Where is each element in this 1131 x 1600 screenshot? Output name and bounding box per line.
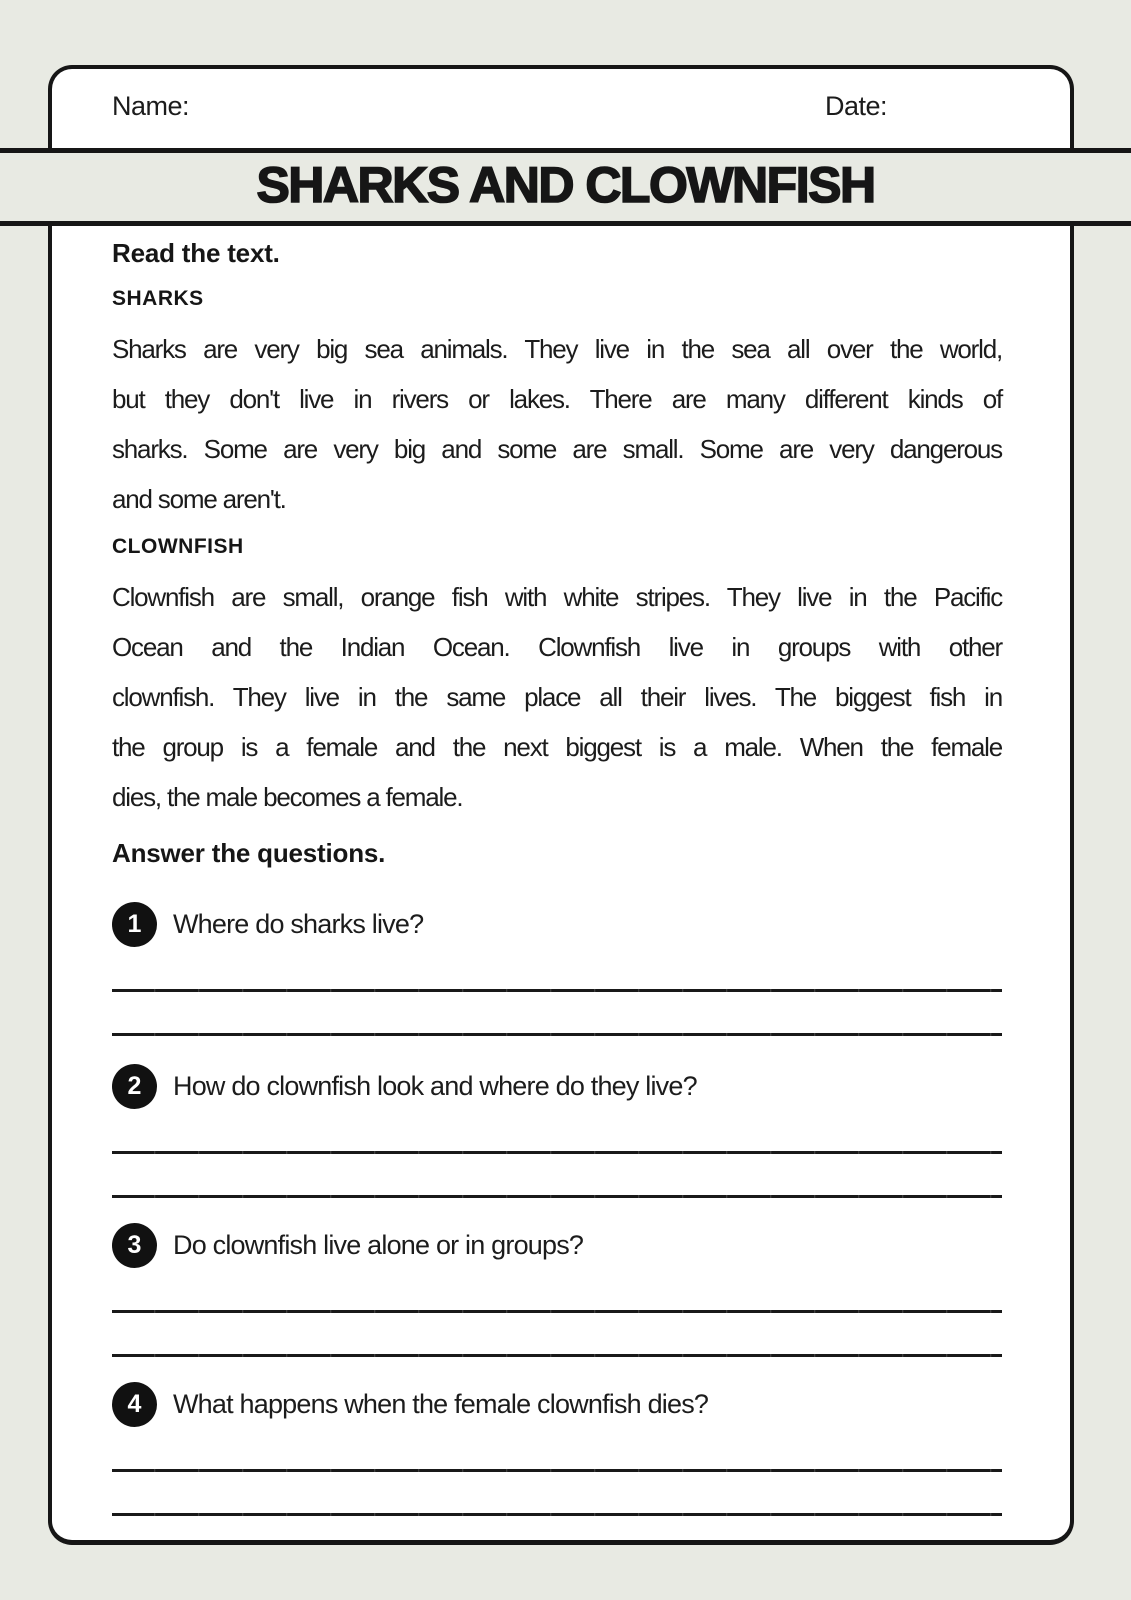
page-title: SHARKS AND CLOWNFISH	[256, 157, 875, 213]
answer-line[interactable]	[112, 1513, 1002, 1516]
title-band	[0, 148, 1131, 226]
passage-line: Clownfish are small, orange fish with white stripes. They live in the Pacific	[112, 582, 1002, 612]
question-row	[112, 902, 1002, 947]
passage-line: Sharks are very big sea animals. They live in the sea all over the world,	[112, 334, 1002, 364]
answer-line[interactable]	[112, 1354, 1002, 1357]
passages	[112, 286, 1002, 822]
answer-line[interactable]	[112, 989, 1002, 992]
passage-line: clownfish. They live in the same place all their lives. The biggest fish in	[112, 682, 1002, 712]
answer-line[interactable]	[112, 1310, 1002, 1313]
question	[112, 1382, 1002, 1532]
answer-instruction: Answer the questions.	[112, 838, 386, 868]
question	[112, 1223, 1002, 1373]
question-row	[112, 1382, 1002, 1427]
read-instruction: Read the text.	[112, 238, 280, 268]
name-date-box	[48, 65, 1074, 153]
passage-line: the group is a female and the next biggest is a male. When the female	[112, 732, 1002, 762]
passage-text	[112, 324, 1002, 524]
question	[112, 1064, 1002, 1214]
name-label: Name:	[112, 91, 190, 121]
question	[112, 902, 1002, 1052]
answer-line[interactable]	[112, 1151, 1002, 1154]
question-number-badge: 1	[112, 902, 157, 947]
question-number-badge: 3	[112, 1223, 157, 1268]
worksheet-body	[48, 226, 1074, 1545]
questions	[112, 902, 1002, 1532]
passage-line: sharks. Some are very big and some are small. Some are very dangerous	[112, 434, 1002, 464]
answer-line[interactable]	[112, 1195, 1002, 1198]
question-number-badge: 4	[112, 1382, 157, 1427]
answer-line[interactable]	[112, 1469, 1002, 1472]
question-text: How do clownfish look and where do they live?	[173, 1071, 697, 1101]
question-row	[112, 1223, 1002, 1268]
passage-line: and some aren't.	[112, 484, 286, 514]
question-number-badge: 2	[112, 1064, 157, 1109]
date-label: Date:	[825, 91, 888, 121]
passage-text	[112, 572, 1002, 822]
question-text: What happens when the female clownfish dies?	[173, 1389, 709, 1419]
passage	[112, 286, 1002, 524]
question-text: Do clownfish live alone or in groups?	[173, 1230, 584, 1260]
passage-line: dies, the male becomes a female.	[112, 782, 463, 812]
passage-line: Ocean and the Indian Ocean. Clownfish live in groups with other	[112, 632, 1002, 662]
passage-heading: CLOWNFISH	[112, 535, 244, 558]
passage-heading: SHARKS	[112, 287, 204, 310]
passage	[112, 534, 1002, 822]
answer-line[interactable]	[112, 1033, 1002, 1036]
question-row	[112, 1064, 1002, 1109]
question-text: Where do sharks live?	[173, 909, 424, 939]
passage-line: but they don't live in rivers or lakes. There are many different kinds of	[112, 384, 1002, 414]
